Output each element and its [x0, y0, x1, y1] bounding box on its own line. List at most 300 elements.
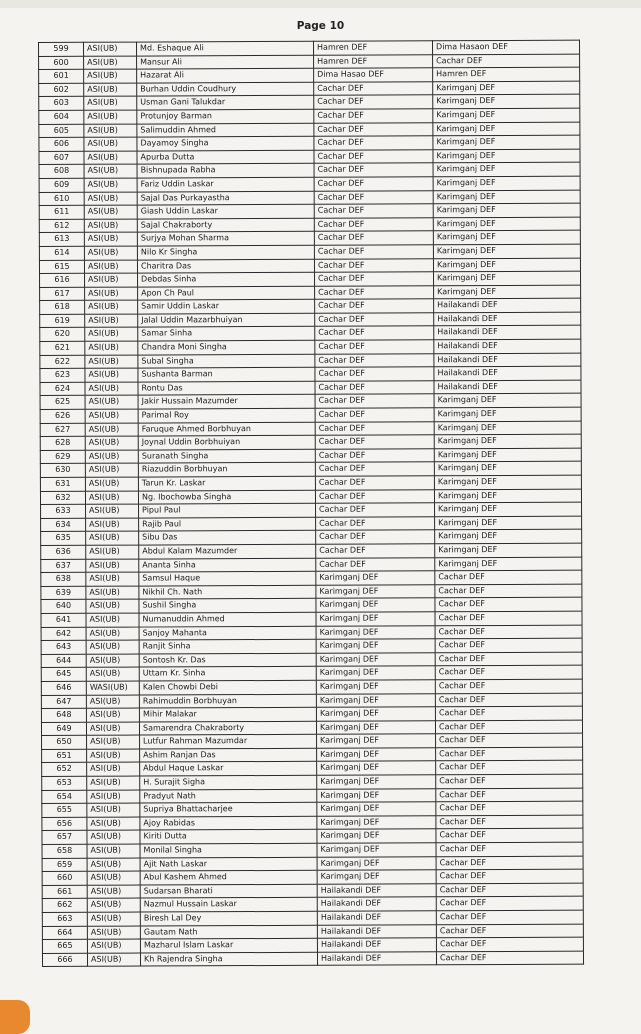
rank-cell: ASI(UB) — [86, 504, 139, 518]
rank-cell: ASI(UB) — [84, 192, 137, 206]
name-cell: Rajib Paul — [139, 517, 316, 531]
to-unit-cell: Karimganj DEF — [433, 258, 580, 272]
rank-cell: ASI(UB) — [84, 178, 137, 192]
to-unit-cell: Cachar DEF — [435, 625, 582, 639]
serial-number-cell: 631 — [40, 477, 85, 491]
corner-accent — [0, 1000, 30, 1034]
from-unit-cell: Karimganj DEF — [317, 761, 436, 775]
rank-cell: ASI(UB) — [84, 83, 137, 97]
rank-cell: ASI(UB) — [87, 885, 140, 899]
from-unit-cell: Cachar DEF — [315, 353, 434, 367]
to-unit-cell: Karimganj DEF — [434, 489, 581, 503]
to-unit-cell: Karimganj DEF — [435, 502, 582, 516]
name-cell: H. Surajit Sigha — [140, 775, 317, 789]
from-unit-cell: Karimganj DEF — [316, 707, 435, 721]
to-unit-cell: Cachar DEF — [435, 693, 582, 707]
to-unit-cell: Karimganj DEF — [433, 162, 580, 176]
name-cell: Hazarat Ali — [137, 68, 314, 82]
serial-number-cell: 653 — [42, 776, 87, 790]
serial-number-cell: 630 — [40, 464, 85, 478]
name-cell: Burhan Uddin Coudhury — [137, 82, 314, 96]
from-unit-cell: Karimganj DEF — [317, 775, 436, 789]
rank-cell: ASI(UB) — [84, 205, 137, 219]
to-unit-cell: Dima Hasaon DEF — [432, 40, 579, 54]
name-cell: Ng. Ibochowba Singha — [138, 490, 315, 504]
to-unit-cell: Cachar DEF — [435, 611, 582, 625]
from-unit-cell: Cachar DEF — [314, 95, 433, 109]
serial-number-cell: 612 — [39, 219, 84, 233]
from-unit-cell: Karimganj DEF — [316, 720, 435, 734]
to-unit-cell: Cachar DEF — [435, 720, 582, 734]
name-cell: Faruque Ahmed Borbhuyan — [138, 422, 315, 436]
from-unit-cell: Karimganj DEF — [316, 680, 435, 694]
rank-cell: ASI(UB) — [87, 776, 140, 790]
to-unit-cell: Karimganj DEF — [434, 475, 581, 489]
name-cell: Rahimuddin Borbhuyan — [139, 694, 316, 708]
to-unit-cell: Hailakandi DEF — [434, 326, 581, 340]
name-cell: Dayamoy Singha — [137, 136, 314, 150]
serial-number-cell: 633 — [41, 504, 86, 518]
name-cell: Biresh Lal Dey — [140, 911, 317, 925]
rank-cell: ASI(UB) — [87, 898, 140, 912]
name-cell: Uttam Kr. Sinha — [139, 667, 316, 681]
rank-cell: ASI(UB) — [84, 56, 137, 70]
from-unit-cell: Cachar DEF — [314, 245, 433, 259]
from-unit-cell: Karimganj DEF — [316, 612, 435, 626]
name-cell: Kiriti Dutta — [140, 830, 317, 844]
to-unit-cell: Cachar DEF — [435, 597, 582, 611]
name-cell: Chandra Moni Singha — [138, 340, 315, 354]
from-unit-cell: Karimganj DEF — [317, 870, 436, 884]
name-cell: Lutfur Rahman Mazumdar — [140, 735, 317, 749]
serial-number-cell: 607 — [39, 151, 84, 165]
from-unit-cell: Cachar DEF — [315, 462, 434, 476]
name-cell: Supriya Bhattacharjee — [140, 803, 317, 817]
serial-number-cell: 658 — [42, 844, 87, 858]
serial-number-cell: 637 — [41, 559, 86, 573]
rank-cell: ASI(UB) — [86, 722, 139, 736]
rank-cell: ASI(UB) — [84, 42, 137, 56]
from-unit-cell: Cachar DEF — [315, 421, 434, 435]
rank-cell: ASI(UB) — [85, 341, 138, 355]
name-cell: Samir Uddin Laskar — [138, 300, 315, 314]
from-unit-cell: Karimganj DEF — [316, 693, 435, 707]
from-unit-cell: Karimganj DEF — [316, 598, 435, 612]
name-cell: Pipul Paul — [139, 503, 316, 517]
serial-number-cell: 624 — [40, 382, 85, 396]
rank-cell: ASI(UB) — [87, 817, 140, 831]
serial-number-cell: 662 — [42, 899, 87, 913]
rank-cell: ASI(UB) — [87, 735, 140, 749]
to-unit-cell: Karimganj DEF — [435, 557, 582, 571]
name-cell: Ajoy Rabidas — [140, 816, 317, 830]
serial-number-cell: 599 — [39, 42, 84, 56]
name-cell: Suranath Singha — [138, 449, 315, 463]
to-unit-cell: Hailakandi DEF — [434, 339, 581, 353]
serial-number-cell: 606 — [39, 137, 84, 151]
serial-number-cell: 635 — [41, 532, 86, 546]
serial-number-cell: 651 — [42, 749, 87, 763]
from-unit-cell: Cachar DEF — [316, 557, 435, 571]
transfer-table — [38, 40, 584, 968]
scan-top-edge — [0, 0, 641, 8]
to-unit-cell: Karimganj DEF — [435, 543, 582, 557]
from-unit-cell: Karimganj DEF — [317, 802, 436, 816]
name-cell: Monilal Singha — [140, 843, 317, 857]
serial-number-cell: 626 — [40, 409, 85, 423]
to-unit-cell: Cachar DEF — [436, 815, 583, 829]
from-unit-cell: Karimganj DEF — [316, 571, 435, 585]
to-unit-cell: Karimganj DEF — [433, 230, 580, 244]
name-cell: Sontosh Kr. Das — [139, 653, 316, 667]
from-unit-cell: Cachar DEF — [314, 82, 433, 96]
rank-cell: ASI(UB) — [87, 926, 140, 940]
to-unit-cell: Karimganj DEF — [433, 176, 580, 190]
rank-cell: ASI(UB) — [87, 858, 140, 872]
to-unit-cell: Hailakandi DEF — [434, 380, 581, 394]
rank-cell: ASI(UB) — [87, 831, 140, 845]
to-unit-cell: Karimganj DEF — [434, 448, 581, 462]
name-cell: Nikhil Ch. Nath — [139, 585, 316, 599]
serial-number-cell: 647 — [41, 695, 86, 709]
name-cell: Tarun Kr. Laskar — [138, 476, 315, 490]
from-unit-cell: Cachar DEF — [315, 394, 434, 408]
serial-number-cell: 634 — [41, 518, 86, 532]
serial-number-cell: 615 — [39, 260, 84, 274]
name-cell: Protunjoy Barman — [137, 109, 314, 123]
name-cell: Giash Uddin Laskar — [137, 204, 314, 218]
to-unit-cell: Cachar DEF — [436, 774, 583, 788]
from-unit-cell: Cachar DEF — [314, 122, 433, 136]
from-unit-cell: Cachar DEF — [315, 272, 434, 286]
serial-number-cell: 656 — [42, 817, 87, 831]
serial-number-cell: 638 — [41, 572, 86, 586]
serial-number-cell: 608 — [39, 165, 84, 179]
name-cell: Riazuddin Borbhuyan — [138, 463, 315, 477]
rank-cell: ASI(UB) — [85, 368, 138, 382]
from-unit-cell: Karimganj DEF — [317, 856, 436, 870]
to-unit-cell: Cachar DEF — [436, 869, 583, 883]
serial-number-cell: 627 — [40, 423, 85, 437]
rank-cell: ASI(UB) — [84, 219, 137, 233]
rank-cell: ASI(UB) — [84, 260, 137, 274]
serial-number-cell: 636 — [41, 545, 86, 559]
to-unit-cell: Karimganj DEF — [434, 285, 581, 299]
rank-cell: ASI(UB) — [86, 572, 139, 586]
from-unit-cell: Cachar DEF — [315, 449, 434, 463]
to-unit-cell: Karimganj DEF — [435, 516, 582, 530]
rank-cell: ASI(UB) — [86, 613, 139, 627]
to-unit-cell: Cachar DEF — [435, 679, 582, 693]
from-unit-cell: Karimganj DEF — [317, 829, 436, 843]
serial-number-cell: 616 — [40, 273, 85, 287]
from-unit-cell: Hailakandi DEF — [317, 897, 436, 911]
rank-cell: ASI(UB) — [85, 314, 138, 328]
rank-cell: ASI(UB) — [86, 708, 139, 722]
from-unit-cell: Cachar DEF — [315, 381, 434, 395]
from-unit-cell: Karimganj DEF — [317, 788, 436, 802]
rank-cell: ASI(UB) — [85, 409, 138, 423]
name-cell: Nilo Kr Singha — [137, 245, 314, 259]
to-unit-cell: Karimganj DEF — [433, 149, 580, 163]
rank-cell: ASI(UB) — [86, 545, 139, 559]
rank-cell: ASI(UB) — [85, 463, 138, 477]
rank-cell: ASI(UB) — [87, 790, 140, 804]
serial-number-cell: 646 — [41, 681, 86, 695]
name-cell: Fariz Uddin Laskar — [137, 177, 314, 191]
rank-cell: ASI(UB) — [86, 531, 139, 545]
to-unit-cell: Hailakandi DEF — [434, 353, 581, 367]
from-unit-cell: Karimganj DEF — [317, 748, 436, 762]
serial-number-cell: 632 — [40, 491, 85, 505]
from-unit-cell: Cachar DEF — [315, 435, 434, 449]
rank-cell: ASI(UB) — [86, 559, 139, 573]
to-unit-cell: Karimganj DEF — [433, 108, 580, 122]
serial-number-cell: 623 — [40, 369, 85, 383]
from-unit-cell: Hailakandi DEF — [317, 952, 436, 966]
rank-cell: ASI(UB) — [85, 328, 138, 342]
to-unit-cell: Hamren DEF — [433, 67, 580, 81]
serial-number-cell: 650 — [42, 736, 87, 750]
from-unit-cell: Cachar DEF — [315, 326, 434, 340]
from-unit-cell: Cachar DEF — [315, 367, 434, 381]
to-unit-cell: Cachar DEF — [433, 54, 580, 68]
from-unit-cell: Cachar DEF — [315, 340, 434, 354]
name-cell: Nazmul Hussain Laskar — [140, 898, 317, 912]
from-unit-cell: Cachar DEF — [315, 476, 434, 490]
from-unit-cell: Dima Hasao DEF — [314, 68, 433, 82]
rank-cell: ASI(UB) — [87, 763, 140, 777]
rank-cell: ASI(UB) — [86, 640, 139, 654]
from-unit-cell: Karimganj DEF — [316, 666, 435, 680]
table-row — [42, 951, 583, 967]
name-cell: Jakir Hussain Mazumder — [138, 395, 315, 409]
to-unit-cell: Hailakandi DEF — [434, 312, 581, 326]
serial-number-cell: 664 — [42, 926, 87, 940]
name-cell: Sushanta Barman — [138, 368, 315, 382]
serial-number-cell: 625 — [40, 396, 85, 410]
name-cell: Ajit Nath Laskar — [140, 857, 317, 871]
serial-number-cell: 628 — [40, 437, 85, 451]
serial-number-cell: 614 — [39, 246, 84, 260]
name-cell: Sajal Das Purkayastha — [137, 191, 314, 205]
from-unit-cell: Cachar DEF — [314, 136, 433, 150]
rank-cell: ASI(UB) — [84, 124, 137, 138]
to-unit-cell: Cachar DEF — [436, 747, 583, 761]
name-cell: Kh Rajendra Singha — [140, 952, 317, 966]
rank-cell: ASI(UB) — [84, 164, 137, 178]
serial-number-cell: 665 — [42, 939, 87, 953]
serial-number-cell: 642 — [41, 627, 86, 641]
to-unit-cell: Karimganj DEF — [433, 190, 580, 204]
from-unit-cell: Cachar DEF — [315, 489, 434, 503]
name-cell: Samarendra Chakraborty — [139, 721, 316, 735]
to-unit-cell: Cachar DEF — [436, 897, 583, 911]
rank-cell: ASI(UB) — [84, 151, 137, 165]
serial-number-cell: 645 — [41, 668, 86, 682]
serial-number-cell: 620 — [40, 328, 85, 342]
to-unit-cell: Cachar DEF — [436, 829, 583, 843]
rank-cell: ASI(UB) — [84, 96, 137, 110]
name-cell: Salimuddin Ahmed — [137, 123, 314, 137]
to-unit-cell: Hailakandi DEF — [434, 366, 581, 380]
serial-number-cell: 629 — [40, 450, 85, 464]
name-cell: Ashim Ranjan Das — [140, 748, 317, 762]
serial-number-cell: 660 — [42, 872, 87, 886]
rank-cell: ASI(UB) — [84, 232, 137, 246]
to-unit-cell: Cachar DEF — [436, 883, 583, 897]
rank-cell: ASI(UB) — [85, 355, 138, 369]
name-cell: Pradyut Nath — [140, 789, 317, 803]
to-unit-cell: Karimganj DEF — [434, 271, 581, 285]
name-cell: Kalen Chowbi Debi — [139, 680, 316, 694]
serial-number-cell: 652 — [42, 763, 87, 777]
from-unit-cell: Hailakandi DEF — [317, 884, 436, 898]
name-cell: Numanuddin Ahmed — [139, 612, 316, 626]
serial-number-cell: 601 — [39, 69, 84, 83]
serial-number-cell: 622 — [40, 355, 85, 369]
to-unit-cell: Cachar DEF — [436, 910, 583, 924]
rank-cell: ASI(UB) — [85, 382, 138, 396]
name-cell: Subal Singha — [138, 354, 315, 368]
from-unit-cell: Hailakandi DEF — [317, 911, 436, 925]
serial-number-cell: 666 — [42, 953, 87, 967]
to-unit-cell: Cachar DEF — [436, 761, 583, 775]
from-unit-cell: Karimganj DEF — [317, 843, 436, 857]
serial-number-cell: 649 — [41, 722, 86, 736]
serial-number-cell: 654 — [42, 790, 87, 804]
to-unit-cell: Cachar DEF — [436, 801, 583, 815]
to-unit-cell: Karimganj DEF — [433, 81, 580, 95]
name-cell: Sibu Das — [139, 531, 316, 545]
rank-cell: ASI(UB) — [85, 491, 138, 505]
from-unit-cell: Cachar DEF — [314, 177, 433, 191]
serial-number-cell: 657 — [42, 831, 87, 845]
from-unit-cell: Karimganj DEF — [316, 585, 435, 599]
serial-number-cell: 609 — [39, 178, 84, 192]
serial-number-cell: 618 — [40, 301, 85, 315]
from-unit-cell: Cachar DEF — [315, 408, 434, 422]
page-title: Page 10 — [296, 20, 345, 32]
serial-number-cell: 663 — [42, 912, 87, 926]
rank-cell: ASI(UB) — [85, 477, 138, 491]
to-unit-cell: Cachar DEF — [436, 842, 583, 856]
from-unit-cell: Cachar DEF — [316, 503, 435, 517]
name-cell: Surjya Mohan Sharma — [137, 232, 314, 246]
rank-cell: ASI(UB) — [85, 300, 138, 314]
to-unit-cell: Karimganj DEF — [434, 462, 581, 476]
to-unit-cell: Karimganj DEF — [434, 421, 581, 435]
name-cell: Mansur Ali — [137, 55, 314, 69]
name-cell: Usman Gani Talukdar — [137, 96, 314, 110]
from-unit-cell: Cachar DEF — [315, 299, 434, 313]
rank-cell: ASI(UB) — [86, 599, 139, 613]
from-unit-cell: Cachar DEF — [314, 258, 433, 272]
name-cell: Debdas Sinha — [138, 272, 315, 286]
name-cell: Samar Sinha — [138, 327, 315, 341]
rank-cell: ASI(UB) — [87, 871, 140, 885]
serial-number-cell: 610 — [39, 192, 84, 206]
name-cell: Sushil Singha — [139, 599, 316, 613]
serial-number-cell: 644 — [41, 654, 86, 668]
serial-number-cell: 621 — [40, 341, 85, 355]
rank-cell: WASI(UB) — [86, 681, 139, 695]
serial-number-cell: 600 — [39, 56, 84, 70]
rank-cell: ASI(UB) — [85, 436, 138, 450]
name-cell: Rontu Das — [138, 381, 315, 395]
rank-cell: ASI(UB) — [87, 844, 140, 858]
from-unit-cell: Cachar DEF — [315, 313, 434, 327]
rank-cell: ASI(UB) — [87, 803, 140, 817]
name-cell: Apurba Dutta — [137, 150, 314, 164]
rank-cell: ASI(UB) — [86, 654, 139, 668]
from-unit-cell: Karimganj DEF — [316, 625, 435, 639]
rank-cell: ASI(UB) — [85, 396, 138, 410]
rank-cell: ASI(UB) — [87, 749, 140, 763]
name-cell: Abul Kashem Ahmed — [140, 871, 317, 885]
to-unit-cell: Cachar DEF — [436, 856, 583, 870]
serial-number-cell: 639 — [41, 586, 86, 600]
from-unit-cell: Karimganj DEF — [317, 816, 436, 830]
rank-cell: ASI(UB) — [86, 586, 139, 600]
to-unit-cell: Karimganj DEF — [434, 434, 581, 448]
from-unit-cell: Karimganj DEF — [317, 734, 436, 748]
to-unit-cell: Cachar DEF — [435, 638, 582, 652]
to-unit-cell: Cachar DEF — [436, 951, 583, 965]
rank-cell: ASI(UB) — [85, 287, 138, 301]
from-unit-cell: Karimganj DEF — [316, 639, 435, 653]
name-cell: Ananta Sinha — [139, 558, 316, 572]
rank-cell: ASI(UB) — [84, 246, 137, 260]
from-unit-cell: Hamren DEF — [314, 54, 433, 68]
rank-cell: ASI(UB) — [86, 627, 139, 641]
name-cell: Ranjit Sinha — [139, 639, 316, 653]
serial-number-cell: 604 — [39, 110, 84, 124]
name-cell: Sudarsan Bharati — [140, 884, 317, 898]
to-unit-cell: Karimganj DEF — [433, 122, 580, 136]
rank-cell: ASI(UB) — [84, 110, 137, 124]
rank-cell: ASI(UB) — [87, 939, 140, 953]
to-unit-cell: Cachar DEF — [436, 924, 583, 938]
serial-number-cell: 605 — [39, 124, 84, 138]
to-unit-cell: Karimganj DEF — [433, 95, 580, 109]
from-unit-cell: Cachar DEF — [314, 190, 433, 204]
from-unit-cell: Hailakandi DEF — [317, 924, 436, 938]
name-cell: Mazharul Islam Laskar — [140, 938, 317, 952]
from-unit-cell: Cachar DEF — [314, 150, 433, 164]
serial-number-cell: 617 — [40, 287, 85, 301]
to-unit-cell: Karimganj DEF — [435, 530, 582, 544]
from-unit-cell: Cachar DEF — [315, 285, 434, 299]
name-cell: Md. Eshaque Ali — [137, 41, 314, 55]
from-unit-cell: Cachar DEF — [314, 231, 433, 245]
name-cell: Samsul Haque — [139, 571, 316, 585]
serial-number-cell: 611 — [39, 205, 84, 219]
to-unit-cell: Karimganj DEF — [434, 407, 581, 421]
serial-number-cell: 641 — [41, 613, 86, 627]
name-cell: Mihir Malakar — [139, 707, 316, 721]
rank-cell: ASI(UB) — [85, 450, 138, 464]
to-unit-cell: Cachar DEF — [436, 788, 583, 802]
name-cell: Bishnupada Rabha — [137, 164, 314, 178]
to-unit-cell: Cachar DEF — [435, 570, 582, 584]
to-unit-cell: Cachar DEF — [435, 652, 582, 666]
serial-number-cell: 648 — [41, 708, 86, 722]
to-unit-cell: Cachar DEF — [436, 733, 583, 747]
rank-cell: ASI(UB) — [85, 423, 138, 437]
rank-cell: ASI(UB) — [86, 695, 139, 709]
to-unit-cell: Karimganj DEF — [434, 394, 581, 408]
